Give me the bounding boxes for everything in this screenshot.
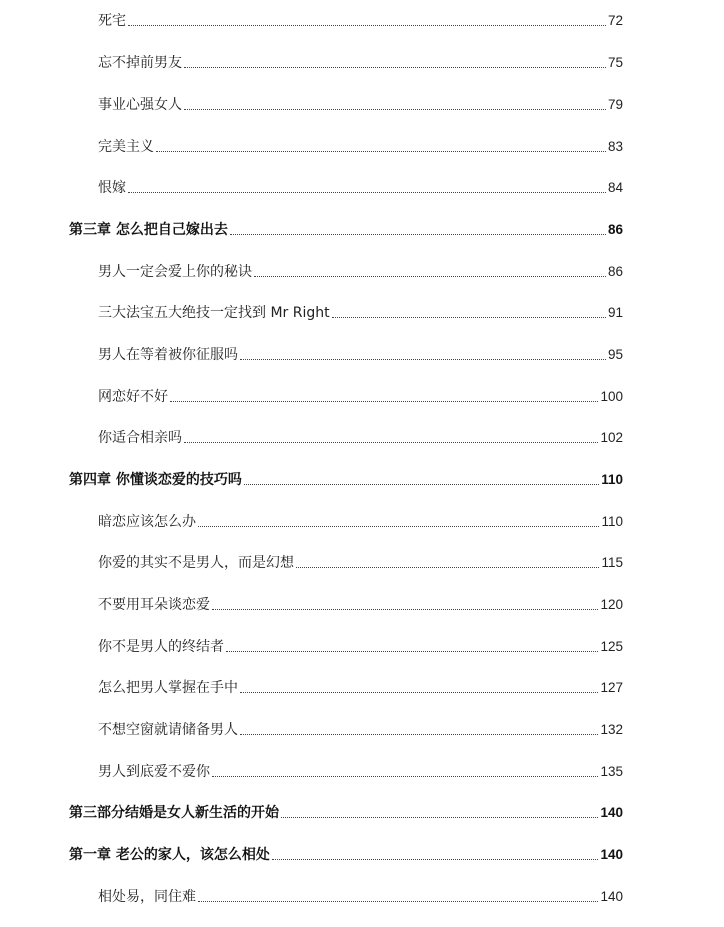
toc-entry-title: 男人在等着被你征服吗 xyxy=(98,347,238,363)
toc-chapter-title: 第四章 你懂谈恋爱的技巧吗 xyxy=(69,472,242,488)
toc-dot-leader xyxy=(170,401,598,402)
toc-page-number: 115 xyxy=(601,555,623,570)
toc-entry[interactable] xyxy=(98,384,623,406)
toc-entry[interactable] xyxy=(98,759,623,781)
toc-entry[interactable] xyxy=(98,425,623,447)
toc-entry-title: 事业心强女人 xyxy=(98,97,182,113)
toc-entry-title: 不要用耳朵谈恋爱 xyxy=(98,597,210,613)
toc-page-number: 100 xyxy=(600,389,623,404)
toc-page-number: 72 xyxy=(607,13,623,28)
toc-chapter[interactable] xyxy=(69,842,623,864)
toc-page-number: 125 xyxy=(600,639,623,654)
toc-page-number: 75 xyxy=(607,55,623,70)
toc-entry[interactable] xyxy=(98,342,623,364)
toc-page-number: 135 xyxy=(600,764,623,779)
toc-chapter-title: 第三章 怎么把自己嫁出去 xyxy=(69,222,228,238)
toc-entry[interactable] xyxy=(98,8,623,30)
toc-entry[interactable] xyxy=(98,884,623,906)
toc-entry-title: 暗恋应该怎么办 xyxy=(98,514,196,530)
toc-entry[interactable] xyxy=(98,259,623,281)
toc-dot-leader xyxy=(240,734,598,735)
toc-entry-title: 恨嫁 xyxy=(98,180,126,196)
toc-page-number: 132 xyxy=(600,722,623,737)
toc-entry[interactable] xyxy=(98,675,623,697)
toc-dot-leader xyxy=(198,901,598,902)
toc-page-number: 84 xyxy=(607,180,623,195)
toc-dot-leader xyxy=(332,317,606,318)
toc-entry[interactable] xyxy=(98,92,623,114)
toc-entry[interactable] xyxy=(98,50,623,72)
toc-entry[interactable] xyxy=(98,509,623,531)
toc-entry-title: 完美主义 xyxy=(98,139,154,155)
toc-page-number: 79 xyxy=(607,97,623,112)
toc-dot-leader xyxy=(156,151,606,152)
toc-dot-leader xyxy=(184,109,606,110)
toc-chapter-title: 第一章 老公的家人，该怎么相处 xyxy=(69,847,270,863)
toc-dot-leader xyxy=(128,192,606,193)
toc-entry-title: 不想空窗就请储备男人 xyxy=(98,722,238,738)
toc-page-number: 95 xyxy=(607,347,623,362)
toc-dot-leader xyxy=(212,776,598,777)
toc-page-number: 140 xyxy=(600,805,623,820)
toc-entry-title: 你爱的其实不是男人，而是幻想 xyxy=(98,555,294,571)
toc-dot-leader xyxy=(198,526,599,527)
toc-page-number: 86 xyxy=(607,264,623,279)
toc-entry[interactable] xyxy=(98,592,623,614)
toc-dot-leader xyxy=(244,484,599,485)
toc-entry[interactable] xyxy=(98,300,623,322)
toc-dot-leader xyxy=(272,859,599,860)
toc-dot-leader xyxy=(281,817,598,818)
toc-part[interactable] xyxy=(69,800,623,822)
toc-entry-title: 怎么把男人掌握在手中 xyxy=(98,680,238,696)
toc-page-number: 83 xyxy=(607,139,623,154)
toc-entry-title: 你适合相亲吗 xyxy=(98,430,182,446)
toc-chapter[interactable] xyxy=(69,217,623,239)
toc-entry[interactable] xyxy=(98,134,623,156)
toc-page-number: 110 xyxy=(601,472,623,487)
toc-dot-leader xyxy=(296,567,599,568)
toc-chapter[interactable] xyxy=(69,467,623,489)
toc-dot-leader xyxy=(212,609,598,610)
toc-page-number: 140 xyxy=(600,847,623,862)
toc-dot-leader xyxy=(240,359,606,360)
toc-entry-title: 男人一定会爱上你的秘诀 xyxy=(98,264,252,280)
toc-dot-leader xyxy=(254,276,606,277)
toc-entry[interactable] xyxy=(98,175,623,197)
toc-page-number: 102 xyxy=(600,430,623,445)
toc-entry-title: 死宅 xyxy=(98,13,126,29)
toc-page-number: 140 xyxy=(600,889,623,904)
toc-page-number: 127 xyxy=(600,680,623,695)
toc-entry-title: 男人到底爱不爱你 xyxy=(98,764,210,780)
toc-page-number: 86 xyxy=(607,222,623,237)
toc-entry-title: 三大法宝五大绝技一定找到 Mr Right xyxy=(98,305,330,321)
toc-entry[interactable] xyxy=(98,550,623,572)
toc-page-number: 91 xyxy=(607,305,623,320)
toc-part-title: 第三部分结婚是女人新生活的开始 xyxy=(69,805,279,821)
toc-dot-leader xyxy=(240,692,598,693)
toc-entry-title: 相处易，同住难 xyxy=(98,889,196,905)
toc-entry-title: 网恋好不好 xyxy=(98,389,168,405)
toc-dot-leader xyxy=(128,25,606,26)
toc-page-number: 120 xyxy=(600,597,623,612)
toc-dot-leader xyxy=(230,234,606,235)
toc-entry-title: 忘不掉前男友 xyxy=(98,55,182,71)
toc-entry-title: 你不是男人的终结者 xyxy=(98,639,224,655)
toc-page-number: 110 xyxy=(601,514,623,529)
toc-dot-leader xyxy=(226,651,598,652)
toc-dot-leader xyxy=(184,442,598,443)
toc-dot-leader xyxy=(184,67,606,68)
toc-entry[interactable] xyxy=(98,634,623,656)
toc-entry[interactable] xyxy=(98,717,623,739)
